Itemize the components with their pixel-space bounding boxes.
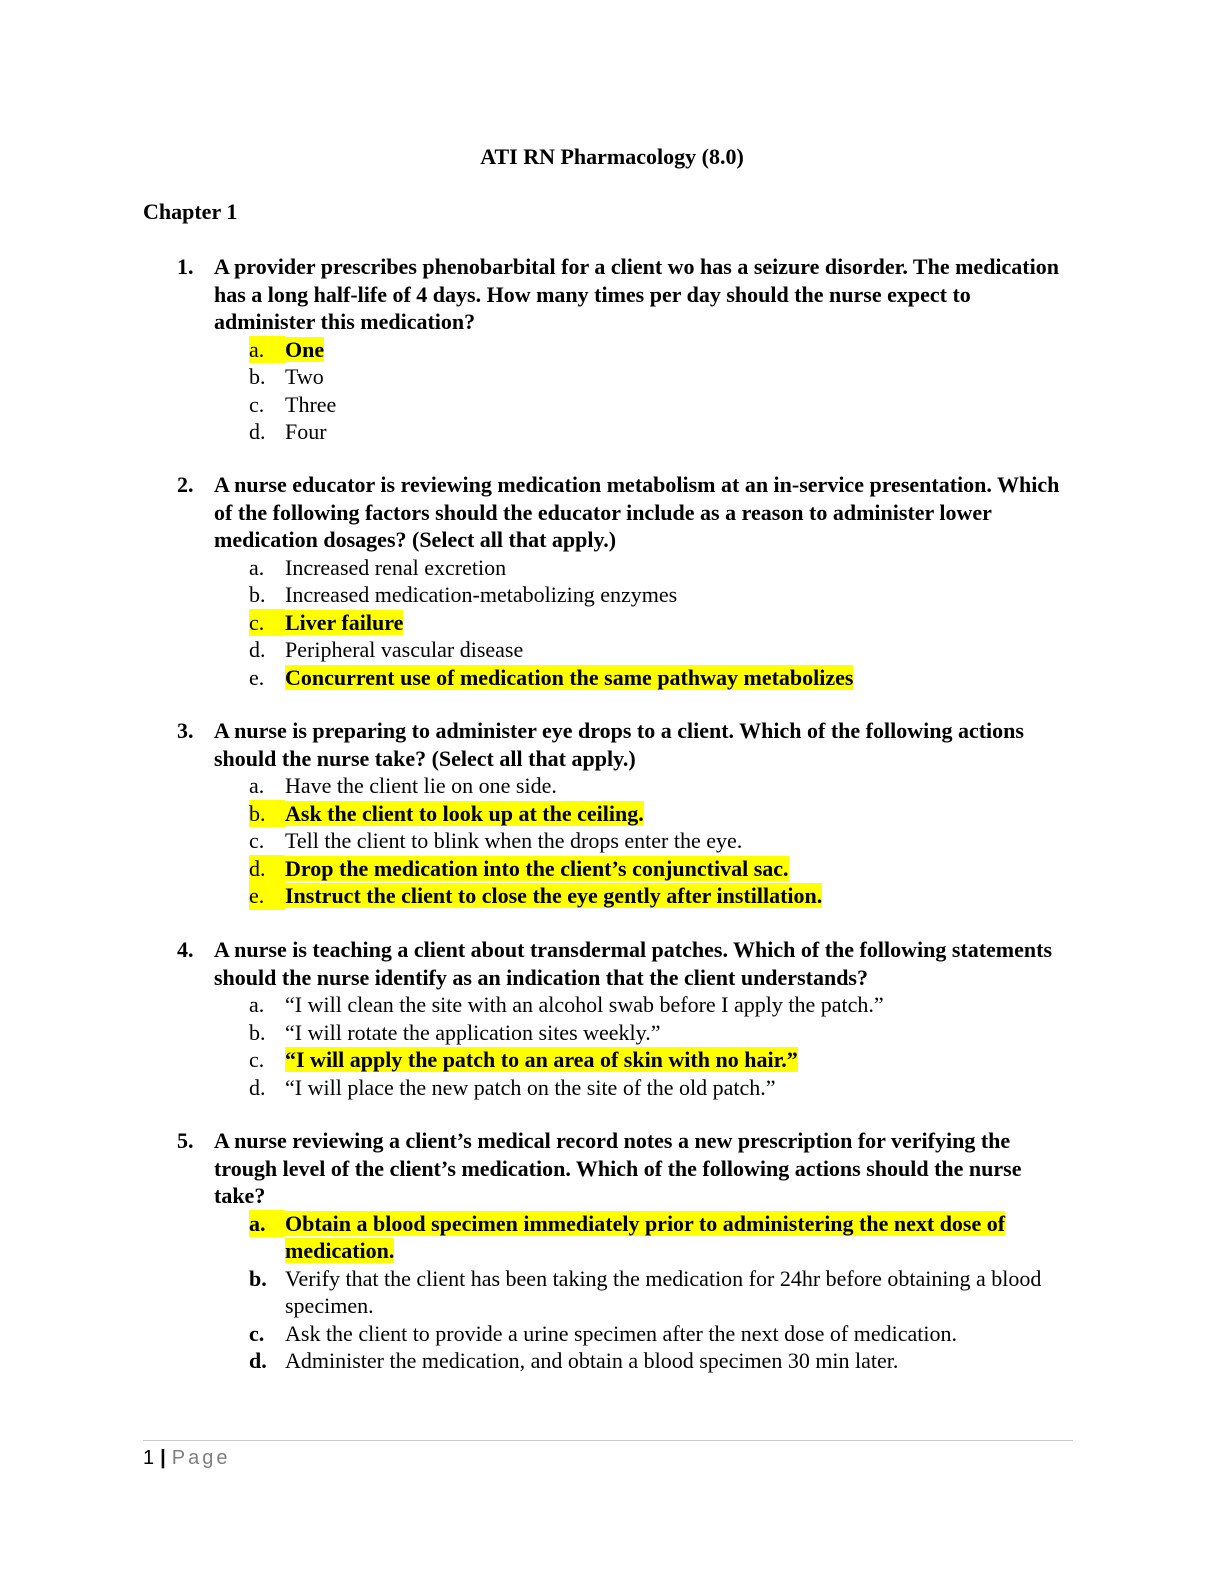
option-letter: e. — [249, 882, 285, 910]
option-a — [0, 336, 1224, 364]
option-d — [0, 1074, 1224, 1102]
option-b — [0, 1265, 1224, 1320]
option-text: Have the client lie on one side. — [285, 773, 557, 798]
option-letter: b. — [249, 582, 266, 607]
option-text: Liver failure — [285, 609, 404, 635]
document-title: ATI RN Pharmacology (8.0) — [480, 144, 744, 169]
option-text: “I will clean the site with an alcohol swab before I apply the patch.” — [285, 992, 884, 1017]
option-text: Four — [285, 419, 327, 444]
option-a — [0, 772, 1224, 800]
footer-separator: | — [160, 1447, 166, 1469]
option-letter: d. — [249, 1348, 267, 1373]
option-c — [0, 391, 1224, 419]
option-text: Three — [285, 391, 337, 417]
option-a — [0, 991, 1224, 1019]
option-text: Ask the client to provide a urine specimen after the next dose of medication. — [285, 1320, 957, 1346]
option-list — [0, 336, 1224, 446]
option-letter: d. — [249, 855, 285, 883]
option-c — [0, 1046, 1224, 1074]
question-text: A nurse educator is reviewing medication metabolism at an in-service presentation. Which of the following factors should the educator include as a reason to administer lower medication dosages? (Select all that apply.) — [214, 472, 1060, 552]
footer-divider — [143, 1440, 1073, 1441]
option-letter: b. — [249, 1265, 267, 1291]
option-b — [0, 1019, 1224, 1047]
option-e — [0, 664, 1224, 692]
option-list — [0, 1210, 1224, 1375]
option-b — [0, 581, 1224, 609]
question-text: A provider prescribes phenobarbital for a client wo has a seizure disorder. The medication has a long half-life of 4 days. How many times per day should the nurse expect to administer this medication? — [214, 254, 1059, 334]
option-letter: c. — [249, 391, 265, 417]
chapter-heading: Chapter 1 — [143, 199, 238, 224]
option-letter: c. — [249, 1320, 265, 1346]
option-d — [0, 855, 1224, 883]
option-letter: a. — [249, 1210, 285, 1238]
page-number: 1 — [143, 1447, 155, 1469]
option-text: Administer the medication, and obtain a blood specimen 30 min later. — [285, 1348, 899, 1373]
option-b — [0, 800, 1224, 828]
option-text: Tell the client to blink when the drops enter the eye. — [285, 828, 743, 853]
option-letter: b. — [249, 364, 266, 389]
option-text: Peripheral vascular disease — [285, 637, 524, 662]
option-d — [0, 1347, 1224, 1375]
option-text: Obtain a blood specimen immediately prior to administering the next dose of medication. — [285, 1210, 1006, 1263]
question-number: 5. — [177, 1128, 194, 1153]
option-text: “I will place the new patch on the site of the old patch.” — [285, 1074, 776, 1100]
option-letter: d. — [249, 419, 266, 444]
question-text: A nurse is preparing to administer eye drops to a client. Which of the following actions should the nurse take? (Select all that apply.) — [214, 718, 1024, 771]
page-footer — [143, 1446, 230, 1470]
question-text: A nurse is teaching a client about transdermal patches. Which of the following statements should the nurse identify as an indication that the client understands? — [214, 937, 1053, 990]
page-label: Page — [171, 1447, 231, 1469]
option-letter: a. — [249, 554, 265, 580]
option-letter: c. — [249, 609, 285, 637]
option-a — [0, 554, 1224, 582]
option-text: “I will apply the patch to an area of skin with no hair.” — [285, 1047, 798, 1072]
option-letter: a. — [249, 336, 285, 364]
option-text: Two — [285, 364, 324, 389]
option-e — [0, 882, 1224, 910]
option-c — [0, 609, 1224, 637]
option-letter: e. — [249, 664, 265, 690]
option-letter: a. — [249, 992, 265, 1017]
option-letter: c. — [249, 1047, 265, 1072]
option-letter: b. — [249, 800, 285, 828]
option-b — [0, 363, 1224, 391]
question-number: 2. — [177, 472, 194, 497]
option-text: “I will rotate the application sites weekly.” — [285, 1019, 661, 1045]
option-list — [0, 991, 1224, 1101]
option-c — [0, 1320, 1224, 1348]
option-text: Increased medication-metabolizing enzymes — [285, 582, 678, 607]
option-list — [0, 554, 1224, 692]
option-letter: c. — [249, 828, 265, 853]
option-letter: a. — [249, 773, 265, 798]
option-text: One — [285, 336, 325, 362]
option-list — [0, 772, 1224, 910]
question-number: 1. — [177, 254, 194, 279]
question-text: A nurse reviewing a client’s medical record notes a new prescription for verifying the trough level of the client’s medication. Which of the following actions should the nurse take? — [214, 1128, 1022, 1208]
option-text: Verify that the client has been taking the medication for 24hr before obtaining a blood specimen. — [285, 1265, 1042, 1318]
option-text: Increased renal excretion — [285, 554, 507, 580]
option-d — [0, 418, 1224, 446]
option-c — [0, 827, 1224, 855]
option-letter: b. — [249, 1019, 266, 1045]
option-text: Drop the medication into the client’s conjunctival sac. — [285, 855, 789, 881]
option-text: Instruct the client to close the eye gently after instillation. — [285, 883, 823, 908]
option-d — [0, 636, 1224, 664]
option-text: Concurrent use of medication the same pathway metabolizes — [285, 664, 854, 690]
option-letter: d. — [249, 637, 266, 662]
question-number: 3. — [177, 718, 194, 743]
option-a — [0, 1210, 1224, 1265]
option-text: Ask the client to look up at the ceiling. — [285, 800, 644, 826]
option-letter: d. — [249, 1074, 266, 1100]
question-number: 4. — [177, 937, 194, 962]
